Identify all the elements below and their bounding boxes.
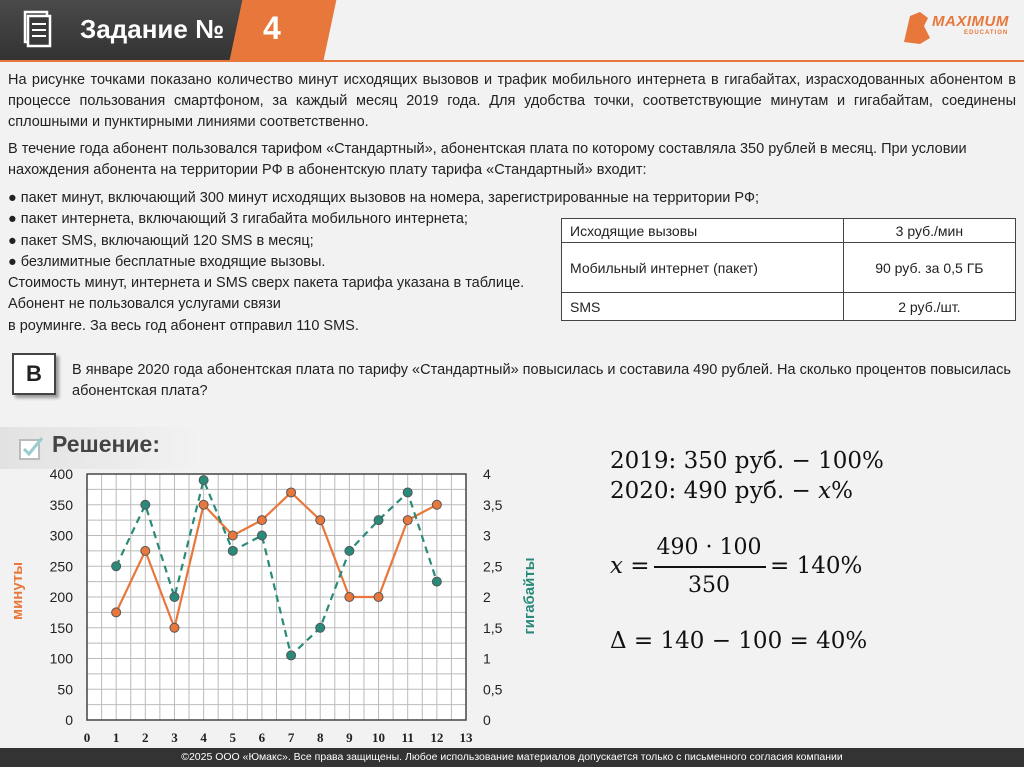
table-cell-service: Мобильный интернет (пакет) [562,243,844,293]
gigabytes-point [287,651,296,660]
fraction-lhs: 𝑥 = [610,553,650,579]
header-bar [0,0,1024,62]
minutes-point [345,593,354,602]
y-axis-title-right: гигабайты [521,557,538,635]
minutes-point [287,488,296,497]
minutes-point [403,516,412,525]
minutes-point [199,500,208,509]
table-cell-price: 2 руб./шт. [843,293,1015,321]
tariff-table [561,218,1016,321]
minutes-point [316,516,325,525]
y-tick-label-right: 1 [483,650,491,667]
y-tick-label-right: 1,5 [483,619,503,636]
bullet-line: ● безлимитные бесплатные входящие вызовы. [8,254,326,270]
x-tick-label: 2 [142,730,149,745]
copyright-footer: ©2025 ООО «Юмакс». Все права защищены. Любое использование материалов допускается только с письменного согласия компании [0,748,1024,767]
x-tick-label: 11 [401,730,414,745]
y-tick-label-left: 300 [49,527,73,544]
fraction-rhs: = 140% [770,553,863,579]
pricing-note: Стоимость минут, интернета и SMS сверх пакета тарифа указана в таблице. [8,275,525,291]
logo-subtitle: EDUCATION [964,30,1009,36]
x-tick-label: 13 [459,730,473,745]
gigabytes-point [170,593,179,602]
x-tick-label: 1 [112,730,120,745]
table-cell-service: Исходящие вызовы [562,219,844,243]
x-tick-label: 12 [430,730,444,745]
header-number-panel [230,0,337,60]
y-tick-label-right: 3,5 [483,496,503,513]
y-tick-label-left: 350 [49,496,73,513]
table-row [562,243,1016,293]
table-cell-price: 90 руб. за 0,5 ГБ [843,243,1015,293]
table-cell-price: 3 руб./мин [843,219,1015,243]
y-tick-label-right: 0,5 [483,681,503,698]
x-tick-label: 6 [258,730,266,745]
checkbox-check-icon [18,435,44,461]
gigabytes-point [345,546,354,555]
y-tick-label-left: 150 [49,619,73,636]
gigabytes-point [432,577,441,586]
minutes-point [170,623,179,632]
y-tick-label-right: 4 [483,466,491,482]
fraction-bar [654,566,766,568]
minutes-point [257,516,266,525]
task-number: 4 [263,10,281,46]
x-tick-label: 0 [83,730,91,745]
x-tick-label: 8 [316,730,324,745]
question-text: В январе 2020 года абонентская плата по тарифу «Стандартный» повысилась и составила 490 рублей. На сколько процентов повысилась абонентская плата? [72,362,1011,399]
solution-line-delta: Δ = 140 − 100 = 40% [610,628,868,654]
x-tick-label: 4 [200,730,207,745]
y-tick-label-left: 200 [49,589,73,605]
y-tick-label-left: 0 [65,712,73,728]
gigabytes-point [257,531,266,540]
gigabytes-point [112,562,121,571]
y-tick-label-right: 2 [483,589,491,605]
logo-name: MAXIMUM [932,13,1009,30]
table-row [562,219,1016,243]
y-tick-label-right: 3 [483,527,491,544]
gigabytes-point [403,488,412,497]
gigabytes-point [199,476,208,485]
x-tick-label: 10 [372,730,386,745]
y-tick-label-left: 50 [57,681,73,698]
y-tick-label-left: 400 [49,466,73,482]
minutes-point [432,500,441,509]
bullet-line: ● пакет интернета, включающий 3 гигабайта мобильного интернета; [8,211,468,227]
gigabytes-point [228,546,237,555]
y-tick-label-right: 2,5 [483,558,503,575]
page-title: Задание № [80,14,225,44]
question-label-badge: В [12,353,56,395]
solution-line-2019: 2019: 350 руб. − 100% [610,448,884,474]
gigabytes-point [374,516,383,525]
table-cell-service: SMS [562,293,844,321]
x-tick-label: 9 [346,730,353,745]
task-paragraph-1: На рисунке точками показано количество минут исходящих вызовов и трафик мобильного интернета в гигабайтах, израсходованных абонентом в процессе пользования смартфоном, за каждый месяц 2019 года. Для удобства точки, соответствующие минутам и гигабайтам, соединены сплошными и пунктирными линиями соответственно. [8,72,1016,130]
y-tick-label-left: 100 [49,650,73,667]
x-tick-label: 5 [229,730,237,745]
usage-chart [0,460,540,748]
minutes-point [112,608,121,617]
gigabytes-point [141,500,150,509]
task-paragraph-2: В течение года абонент пользовался тарифом «Стандартный», абонентская плата по которому составляла 350 рублей в месяц. При условии нахождения абонента на территории РФ в абонентскую плату тарифа «Стандартный» входит: [8,141,967,178]
bullet-line: ● пакет минут, включающий 300 минут исходящих вызовов на номера, зарегистрированные на территории РФ; [8,190,759,206]
gigabytes-point [316,623,325,632]
minutes-point [141,546,150,555]
sms-note: в роуминге. За весь год абонент отправил 110 SMS. [8,318,359,334]
bullet-line: ● пакет SMS, включающий 120 SMS в месяц; [8,233,314,249]
document-icon [22,10,52,48]
solution-line-2020: 2020: 490 руб. − 𝑥% [610,478,853,504]
solution-title: Решение: [52,431,161,457]
y-axis-title-left: минуты [9,561,26,621]
y-tick-label-right: 0 [483,712,491,728]
fraction-denominator: 350 [688,573,730,598]
table-row [562,293,1016,321]
x-tick-label: 3 [171,730,178,745]
header-divider [0,60,1024,62]
fraction-numerator: 490 · 100 [656,535,762,560]
y-tick-label-left: 250 [49,558,73,575]
x-tick-label: 7 [287,730,295,745]
roaming-note: Абонент не пользовался услугами связи [8,296,281,312]
minutes-point [228,531,237,540]
minutes-point [374,593,383,602]
